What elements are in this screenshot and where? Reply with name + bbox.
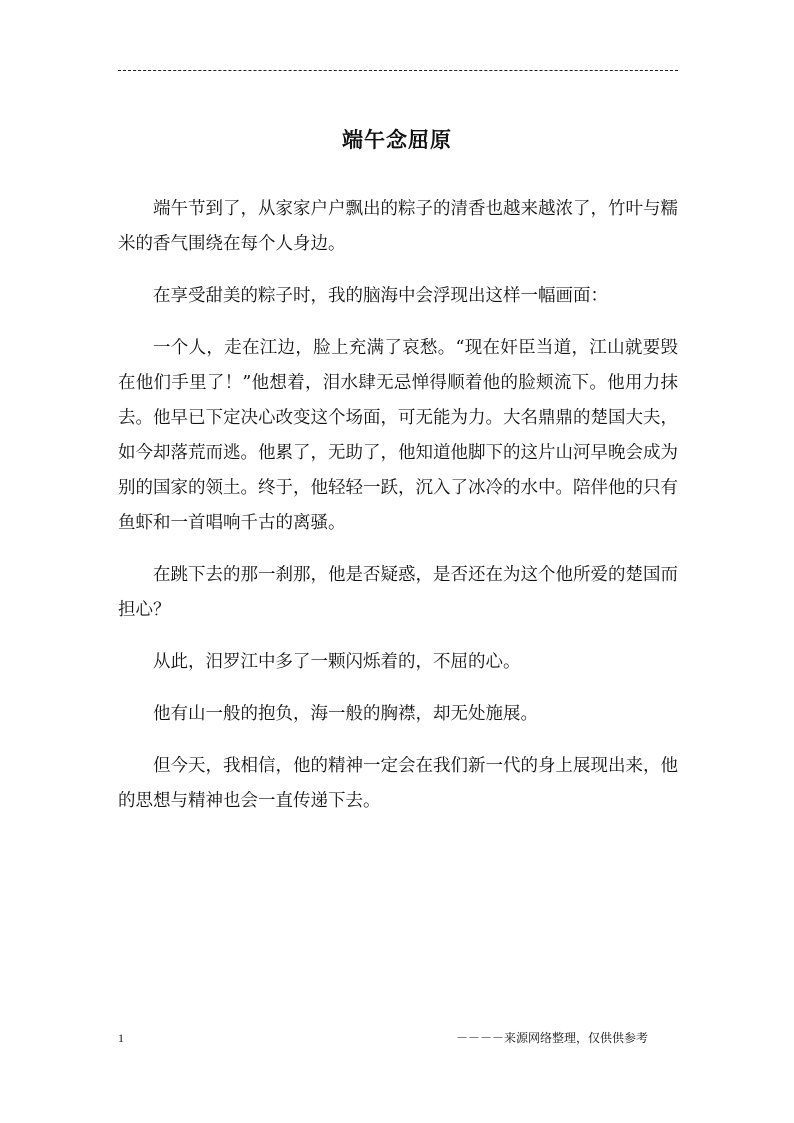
paragraph-1: 端午节到了，从家家户户飘出的粽子的清香也越来越浓了，竹叶与糯米的香气围绕在每个人身边。 bbox=[118, 199, 678, 254]
paragraph-5: 从此，汨罗江中多了一颗闪烁着的，不屈的心。 bbox=[153, 652, 521, 672]
paragraph-7: 但今天，我相信，他的精神一定会在我们新一代的身上展现出来，他的思想与精神也会一直传递下去。 bbox=[118, 756, 678, 811]
paragraph-2: 在享受甜美的粽子时，我的脑海中会浮现出这样一幅画面： bbox=[153, 286, 608, 306]
paragraph-4: 在跳下去的那一刹那，他是否疑惑，是否还在为这个他所爱的楚国而担心？ bbox=[118, 565, 678, 620]
document-title: 端午念屈原 bbox=[342, 127, 452, 152]
paragraph-6: 他有山一般的抱负，海一般的胸襟，却无处施展。 bbox=[153, 704, 538, 724]
header-dashed-rule bbox=[118, 70, 678, 71]
footer-source-note: －－－－来源网络整理，仅供供参考 bbox=[456, 1031, 649, 1045]
paragraph-3: 一个人，走在江边，脸上充满了哀愁。“现在奸臣当道，江山就要毁在他们手里了！”他想着，泪水肆无忌惮得顺着他的脸颊流下。他用力抹去。他早已下定决心改变这个场面，可无能为力。大名鼎鼎的楚国大夫，如今却落荒而逃。他累了，无助了，他知道他脚下的这片山河早晚会成为别的国家的领土。终于，他轻轻一跃，沉入了冰冷的水中。陪伴他的只有鱼虾和一首唱响千古的离骚。 bbox=[118, 338, 678, 533]
page-number: 1 bbox=[118, 1031, 124, 1045]
document-body bbox=[118, 192, 678, 836]
